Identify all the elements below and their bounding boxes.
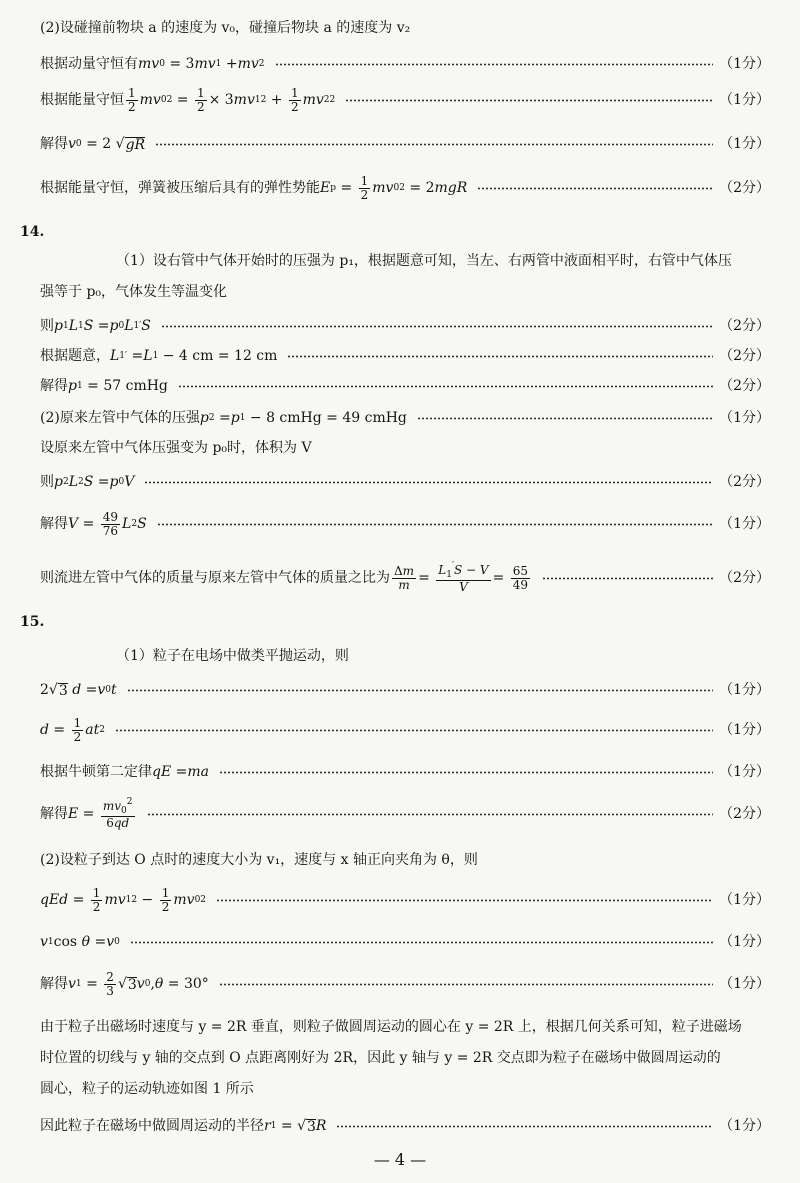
leader-dots — [115, 729, 713, 732]
leader-dots — [542, 577, 713, 580]
q14-part1-text: （1）设右管中气体开始时的压强为 p₁，根据题意可知，当左、右两管中液面相平时，右管中气体压 强等于 p₀，气体发生等温变化 — [40, 253, 732, 300]
line-prefix: 则 — [40, 474, 54, 490]
mass-ratio-line: 则流进左管中气体的质量与原来左管中气体的质量之比为 $\frac{\Delta m}{m}$ = $\frac{L_1'S - V}{V}$ = $\frac{65}{49}$ （2分） — [40, 560, 770, 595]
leader-dots — [147, 813, 714, 816]
line-prefix: 因此粒子在磁场中做圆周运动的半径 — [40, 1118, 264, 1134]
score-note: （2分） — [719, 570, 770, 586]
leader-dots — [216, 899, 713, 902]
energy-equation-line: 根据能量守恒 $\frac{1}{2}$ mv 0 2 = $\frac{1}{2}$ × 3 mv 1 2 + $\frac{1}{2}$ mv 2 2 （1分） — [40, 85, 770, 114]
leader-dots — [345, 99, 713, 102]
page-number: — 4 — — [373, 1150, 427, 1169]
score-note: （1分） — [719, 934, 770, 950]
line-prefix: 根据能量守恒 — [40, 92, 124, 108]
boyle-equation-line: 则 p 1 L 1 S = p 0 L 1 ′ S （2分） — [40, 318, 770, 334]
elastic-energy-line: 根据能量守恒，弹簧被压缩后具有的弹性势能 E p = $\frac{1}{2}$ mv 0 2 = 2 mgR （2分） — [40, 173, 770, 202]
score-note: （2分） — [719, 180, 770, 196]
line-prefix: 根据题意， — [40, 348, 110, 364]
leader-dots — [287, 355, 713, 358]
horizontal-motion-line: 2√ 3 d = v 0 t （1分） — [40, 682, 770, 699]
score-note: （1分） — [719, 722, 770, 738]
score-note: （1分） — [719, 764, 770, 780]
question-15-number: 15. — [20, 614, 45, 630]
leader-dots — [275, 63, 714, 66]
q15-explanation: 由于粒子出磁场时速度与 y = 2R 垂直，则粒子做圆周运动的圆心在 y = 2R 上，根据几何关系可知，粒子进磁场 时位置的切线与 y 轴的交点到 O 点距离刚好为 2R，因此 y 轴与 y = 2R 交点即为粒子在磁场中做圆周运动的 圆心，粒子的运动轨迹如图 1 所示 — [40, 1019, 742, 1097]
leader-dots — [336, 1125, 713, 1128]
line-prefix: (2)原来左管中气体的压强 — [40, 410, 200, 426]
score-note: （1分） — [719, 682, 770, 698]
volume-result-line: 解得 V = $\frac{49}{76}$ L 2 S （1分） — [40, 509, 770, 538]
line-prefix: 解得 — [40, 976, 68, 992]
line-prefix: 根据牛顿第二定律 — [40, 764, 152, 780]
leader-dots — [219, 983, 713, 986]
score-note: （2分） — [719, 348, 770, 364]
leader-dots — [178, 385, 713, 388]
leader-dots — [130, 941, 713, 944]
score-note: （2分） — [719, 474, 770, 490]
score-note: （2分） — [719, 318, 770, 334]
line-prefix: 则流进左管中气体的质量与原来左管中气体的质量之比为 — [40, 570, 390, 586]
leader-dots — [127, 689, 713, 692]
line-prefix: 解得 — [40, 516, 68, 532]
score-note: （1分） — [719, 410, 770, 426]
line-prefix: 解得 — [40, 378, 68, 394]
score-note: （1分） — [719, 976, 770, 992]
q13-part2-intro: (2)设碰撞前物块 a 的速度为 v₀，碰撞后物块 a 的速度为 v₂ — [40, 20, 411, 36]
velocity-component-line: v 1 cos θ = v 0 （1分） — [40, 934, 770, 950]
score-note: （1分） — [719, 92, 770, 108]
line-prefix: 则 — [40, 318, 54, 334]
score-note: （1分） — [719, 516, 770, 532]
momentum-equation-line: 根据动量守恒有 mv 0 = 3 mv 1 + mv 2 （1分） — [40, 56, 770, 72]
line-prefix: 根据动量守恒有 — [40, 56, 138, 72]
work-energy-line: qEd = $\frac{1}{2}$ mv 1 2 − $\frac{1}{2}$ mv 0 2 （1分） — [40, 885, 770, 914]
newton-second-law-line: 根据牛顿第二定律 qE = ma （1分） — [40, 764, 770, 780]
q15-part1-text: （1）粒子在电场中做类平抛运动，则 — [116, 648, 349, 664]
radius-result-line: 因此粒子在磁场中做圆周运动的半径 r 1 = √ 3 R （1分） — [40, 1118, 770, 1135]
leader-dots — [157, 523, 713, 526]
score-note: （1分） — [719, 1118, 770, 1134]
line-prefix: 根据能量守恒，弹簧被压缩后具有的弹性势能 — [40, 180, 320, 196]
q14-part2-text: 设原来左管中气体压强变为 p₀时，体积为 V — [40, 440, 312, 456]
p2-pressure-line: (2)原来左管中气体的压强 p 2 = p 1 − 8 cmHg = 49 cmHg （1分） — [40, 410, 770, 426]
v0-result-line: 解得 v 0 = 2 √ gR （1分） — [40, 136, 770, 153]
leader-dots — [477, 187, 713, 190]
line-prefix: 解得 — [40, 136, 68, 152]
p1-result-line: 解得 p 1 = 57 cmHg （2分） — [40, 378, 770, 394]
vertical-motion-line: d = $\frac{1}{2}$ at 2 （1分） — [40, 715, 770, 744]
score-note: （2分） — [719, 378, 770, 394]
leader-dots — [219, 771, 713, 774]
score-note: （1分） — [719, 136, 770, 152]
length-relation-line: 根据题意， L 1 ′ = L 1 − 4 cm = 12 cm （2分） — [40, 348, 770, 364]
q15-part2-text: (2)设粒子到达 O 点时的速度大小为 v₁，速度与 x 轴正向夹角为 θ，则 — [40, 852, 478, 868]
v1-result-line: 解得 v 1 = $\frac{2}{3}$ √ 3 v 0 , θ = 30° （1分） — [40, 969, 770, 998]
question-14-number: 14. — [20, 224, 45, 240]
leader-dots — [417, 417, 713, 420]
leader-dots — [161, 325, 713, 328]
volume-equation-line: 则 p 2 L 2 S = p 0 V （2分） — [40, 474, 770, 490]
leader-dots — [144, 481, 713, 484]
score-note: （2分） — [719, 806, 770, 822]
score-note: （1分） — [719, 56, 770, 72]
field-result-line: 解得 E = $\frac{mv_0^2}{6qd}$ （2分） — [40, 796, 770, 831]
line-prefix: 解得 — [40, 806, 68, 822]
score-note: （1分） — [719, 892, 770, 908]
leader-dots — [155, 143, 713, 146]
